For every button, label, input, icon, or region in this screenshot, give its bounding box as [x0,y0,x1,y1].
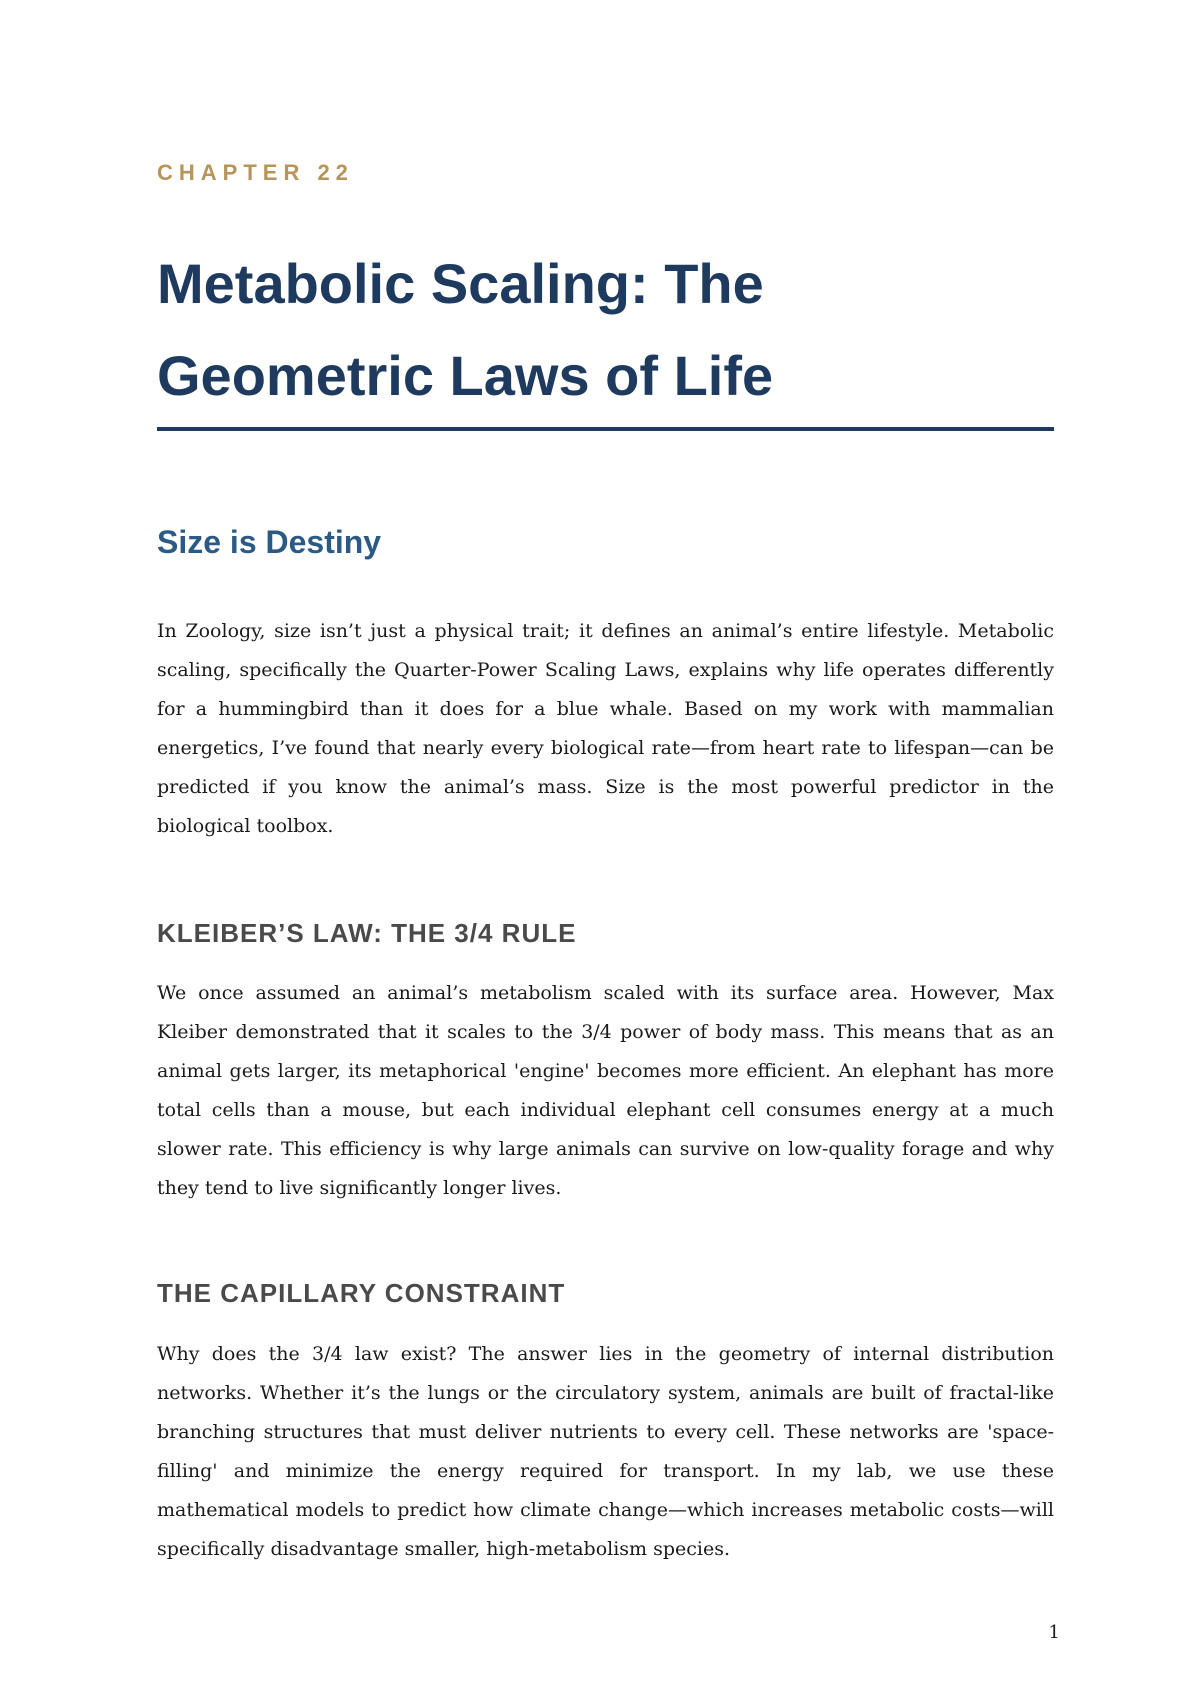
paragraph-size-is-destiny: In Zoology, size isn’t just a physical trait; it defines an animal’s entire lifestyle. Metabolic scaling, specifically the Quarter-Power Scaling Laws, explains why life operates differently for a hummingbird than it does for a blue whale. Based on my work with mammalian energetics, I’ve found that nearly every biological rate—from heart rate to lifespan—can be predicted if you know the animal’s mass. Size is the most powerful predictor in the biological toolbox. [157,620,1054,837]
paragraph-capillary-constraint: Why does the 3/4 law exist? The answer lies in the geometry of internal distribution networks. Whether it’s the lungs or the circulatory system, animals are built of fractal-like branching structures that must deliver nutrients to every cell. These networks are 'space-filling' and minimize the energy required for transport. In my lab, we use these mathematical models to predict how climate change—which increases metabolic costs—will specifically disadvantage smaller, high-metabolism species. [157,1343,1054,1560]
chapter-title-line-2: Geometric Laws of Life [157,344,774,407]
title-divider [157,427,1054,431]
subheading-kleibers-law: KLEIBER’S LAW: THE 3/4 RULE [157,918,577,948]
chapter-title-line-1: Metabolic Scaling: The [157,252,764,315]
subheading-capillary-constraint: THE CAPILLARY CONSTRAINT [157,1278,566,1308]
paragraph-kleibers-law: We once assumed an animal’s metabolism scaled with its surface area. However, Max Kleiber demonstrated that it scales to the 3/4 power of body mass. This means that as an animal gets larger, its metaphorical 'engine' becomes more efficient. An elephant has more total cells than a mouse, but each individual elephant cell consumes energy at a much slower rate. This efficiency is why large animals can survive on low-quality forage and why they tend to live significantly longer lives. [157,982,1054,1199]
chapter-title [157,238,1054,422]
section-heading-size: Size is Destiny [157,524,382,560]
chapter-label: CHAPTER 22 [157,160,354,185]
page-number: 1 [1048,1622,1060,1643]
